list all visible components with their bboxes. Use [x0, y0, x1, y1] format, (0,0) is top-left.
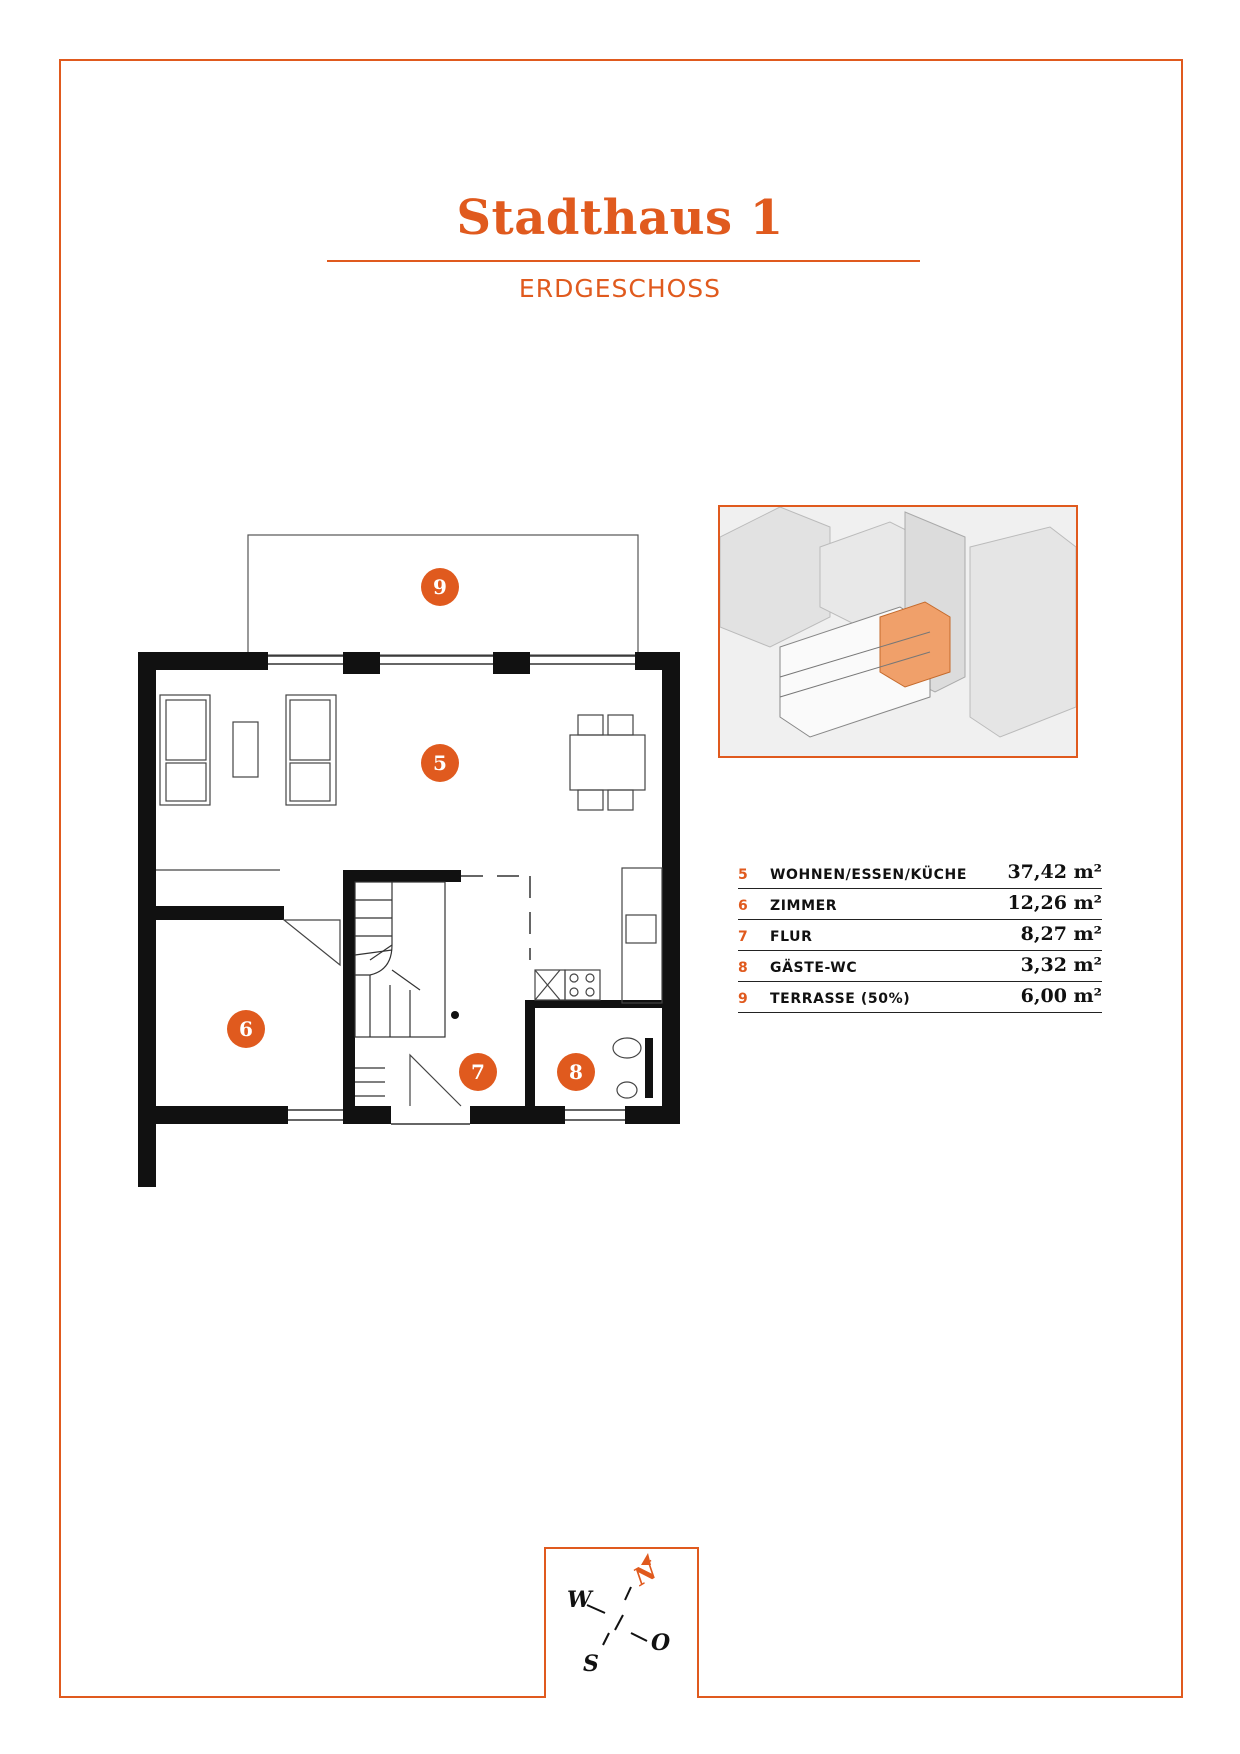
room-marker-9: [421, 568, 459, 606]
walls: [138, 652, 680, 1187]
room-marker-5: [421, 744, 459, 782]
svg-text:9: 9: [433, 575, 447, 599]
room-area: 3,32 m²: [1020, 954, 1102, 976]
room-marker-6: [227, 1010, 265, 1048]
compass-icon: [545, 1545, 698, 1697]
area-row: [738, 858, 1102, 889]
area-row: [738, 889, 1102, 920]
svg-text:6: 6: [239, 1017, 253, 1041]
room-marker-8: [557, 1053, 595, 1091]
room-name: GÄSTE-WC: [770, 960, 858, 976]
svg-text:8: 8: [569, 1060, 583, 1084]
compass-east: O: [651, 1630, 671, 1656]
room-area: 8,27 m²: [1020, 923, 1102, 945]
compass-south: S: [583, 1651, 599, 1677]
room-area: 12,26 m²: [1007, 892, 1102, 914]
svg-text:7: 7: [471, 1060, 485, 1084]
area-row: [738, 920, 1102, 951]
room-area: 37,42 m²: [1007, 861, 1102, 883]
page-title: Stadthaus 1: [456, 190, 784, 246]
room-number: 6: [738, 898, 748, 914]
room-area: 6,00 m²: [1020, 985, 1102, 1007]
floor-subtitle: ERDGESCHOSS: [518, 274, 722, 303]
room-number: 9: [738, 991, 748, 1007]
room-name: TERRASSE (50%): [770, 991, 911, 1007]
svg-text:5: 5: [433, 751, 447, 775]
location-axonometry: [718, 505, 1078, 758]
room-name: FLUR: [770, 929, 813, 945]
room-name: ZIMMER: [770, 898, 838, 914]
room-number: 7: [738, 929, 748, 945]
area-row: [738, 982, 1102, 1013]
room-name: WOHNEN/ESSEN/KÜCHE: [770, 867, 967, 883]
floor-plan: [130, 530, 690, 1200]
room-number: 8: [738, 960, 748, 976]
area-row: [738, 951, 1102, 982]
title-divider: [327, 260, 920, 262]
room-number: 5: [738, 867, 748, 883]
compass-west: W: [567, 1587, 592, 1613]
area-table: [738, 858, 1102, 1013]
room-marker-7: [459, 1053, 497, 1091]
compass-north: N: [628, 1555, 662, 1592]
